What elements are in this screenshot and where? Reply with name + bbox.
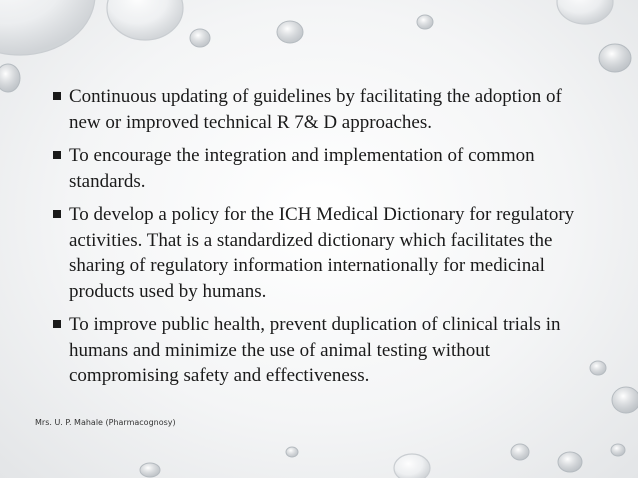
bullet-item (48, 312, 593, 389)
slide-footer: Mrs. U. P. Mahale (Pharmacognosy) (35, 418, 176, 427)
slide-content (48, 84, 593, 397)
bullet-text: To encourage the integration and implementation of common standards. (69, 145, 535, 192)
bullet-item (48, 143, 593, 194)
square-bullet-icon (53, 151, 61, 159)
bullet-item (48, 202, 593, 304)
droplet (0, 0, 95, 55)
droplet (394, 454, 430, 478)
bullet-text: Continuous updating of guidelines by facilitating the adoption of new or improved technical R 7& D approaches. (69, 86, 562, 133)
bullet-text: To improve public health, prevent duplication of clinical trials in humans and minimize the use of animal testing without compromising safety and effectiveness. (69, 314, 561, 386)
droplet-group-top (0, 0, 631, 92)
square-bullet-icon (53, 320, 61, 328)
bullet-list (48, 84, 593, 389)
droplet (599, 44, 631, 72)
droplet (140, 463, 160, 477)
bullet-text: To develop a policy for the ICH Medical Dictionary for regulatory activities. That is a standardized dictionary which facilitates the sharing of regulatory information internationally for medicinal products used by humans. (69, 204, 575, 302)
droplet (558, 452, 582, 472)
bullet-item (48, 84, 593, 135)
droplet (612, 387, 638, 413)
droplet (277, 21, 303, 43)
droplet (417, 15, 433, 29)
droplet (107, 0, 183, 40)
square-bullet-icon (53, 210, 61, 218)
droplet (511, 444, 529, 460)
droplet (286, 447, 298, 457)
square-bullet-icon (53, 92, 61, 100)
droplet (190, 29, 210, 47)
droplet-group-right (590, 361, 638, 456)
droplet (557, 0, 613, 24)
droplet (611, 444, 625, 456)
droplet (0, 64, 20, 92)
droplet-group-bottom (140, 444, 582, 478)
